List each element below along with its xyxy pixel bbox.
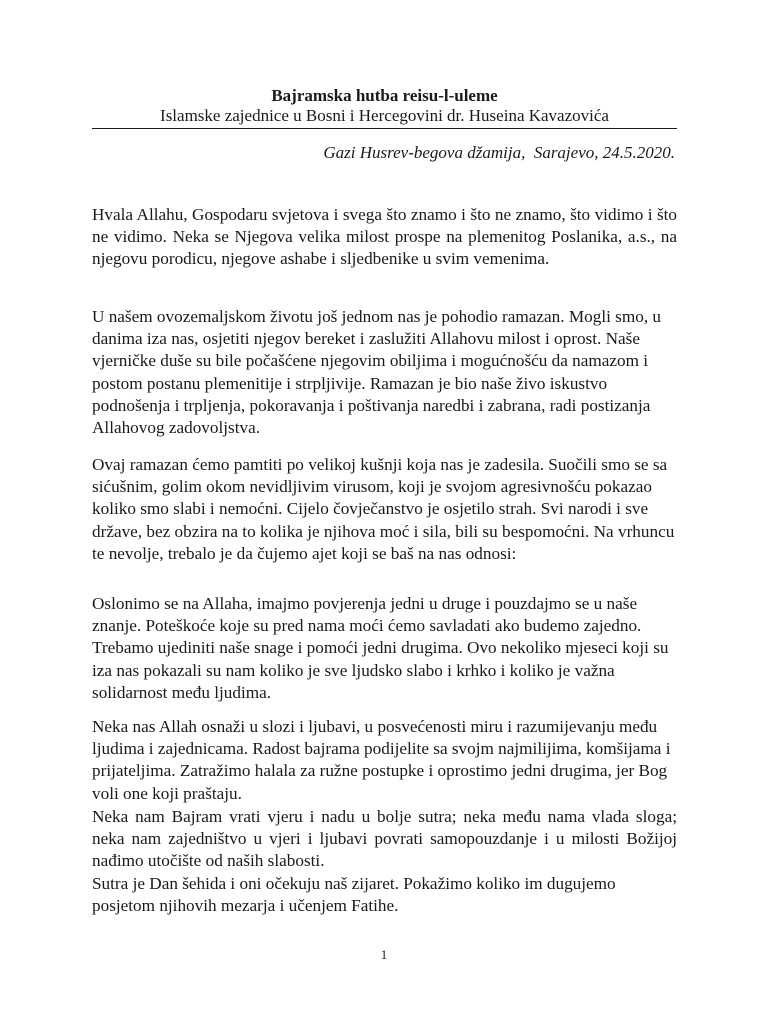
- paragraph-3: Ovaj ramazan ćemo pamtiti po velikoj kušnji koja nas je zadesila. Suočili smo se sa sićušnim, golim okom nevidljivim virusom, koji je svojom agresivnošću pokazao koliko smo slabi i nemoćni. Cijelo čovječanstvo je osjetilo strah. Svi narodi i sve države, bez obzira na to kolika je njihova moć i sila, bili su bespomoćni. Na vrhuncu te nevolje, trebalo je da čujemo ajet koji se baš na nas odnosi:: [92, 455, 675, 563]
- document-header: [92, 86, 677, 129]
- document-title: Bajramska hutba reisu-l-uleme: [271, 86, 498, 105]
- paragraph-7: Sutra je Dan šehida i oni očekuju naš zijaret. Pokažimo koliko im dugujemo posjetom njihovih mezarja i učenjem Fatihe.: [92, 874, 616, 916]
- dateline: Gazi Husrev-begova džamija, Sarajevo, 24.5.2020.: [323, 143, 675, 162]
- paragraph-2: U našem ovozemaljskom životu još jednom nas je pohodio ramazan. Mogli smo, u danima iza nas, osjetiti njegov bereket i zaslužiti Allahovu milost i oprost. Naše vjerničke duše su bile počašćene njegovim obiljima i mogućnošću da namazom i postom postanu plemenitije i strpljivije. Ramazan je bio naše živo iskustvo podnošenja i trpljenja, pokoravanja i poštivanja naredbi i zabrana, radi postizanja Allahovog zadovoljstva.: [92, 307, 662, 438]
- paragraph-1: Hvala Allahu, Gospodaru svjetova i svega što znamo i što ne znamo, što vidimo i što ne vidimo. Neka se Njegova velika milost prospe na plemenitog Poslanika, a.s., na njegovu porodicu, njegove ashabe i sljedbenike u svim vemenima.: [92, 205, 677, 269]
- paragraph-4: Oslonimo se na Allaha, imajmo povjerenja jedni u druge i pouzdajmo se u naše znanje. Poteškoće koje su pred nama moći ćemo savladati ako budemo zajedno. Trebamo ujediniti naše snage i pomoći jedni drugima. Ovo nekoliko mjeseci koji su iza nas pokazali su nam koliko je sve ljudsko slabo i krhko i koliko je važna solidarnost među ljudima.: [92, 594, 669, 702]
- page-number: 1: [380, 947, 388, 962]
- paragraph-5: Neka nas Allah osnaži u slozi i ljubavi, u posvećenosti miru i razumijevanju među ljudima i zajednicama. Radost bajrama podijelite sa svojm najmilijima, komšijama i prijateljima. Zatražimo halala za ružne postupke i oprostimo jedni drugima, jer Bog voli one koji praštaju.: [92, 717, 671, 803]
- paragraph-6: Neka nam Bajram vrati vjeru i nadu u bolje sutra; neka među nama vlada sloga; neka nam zajedništvo u vjeri i ljubavi povrati samopouzdanje i u milosti Božijoj nađimo utočište od naših slabosti.: [92, 807, 677, 871]
- document-subtitle: Islamske zajednice u Bosni i Hercegovini dr. Huseina Kavazovića: [92, 106, 677, 129]
